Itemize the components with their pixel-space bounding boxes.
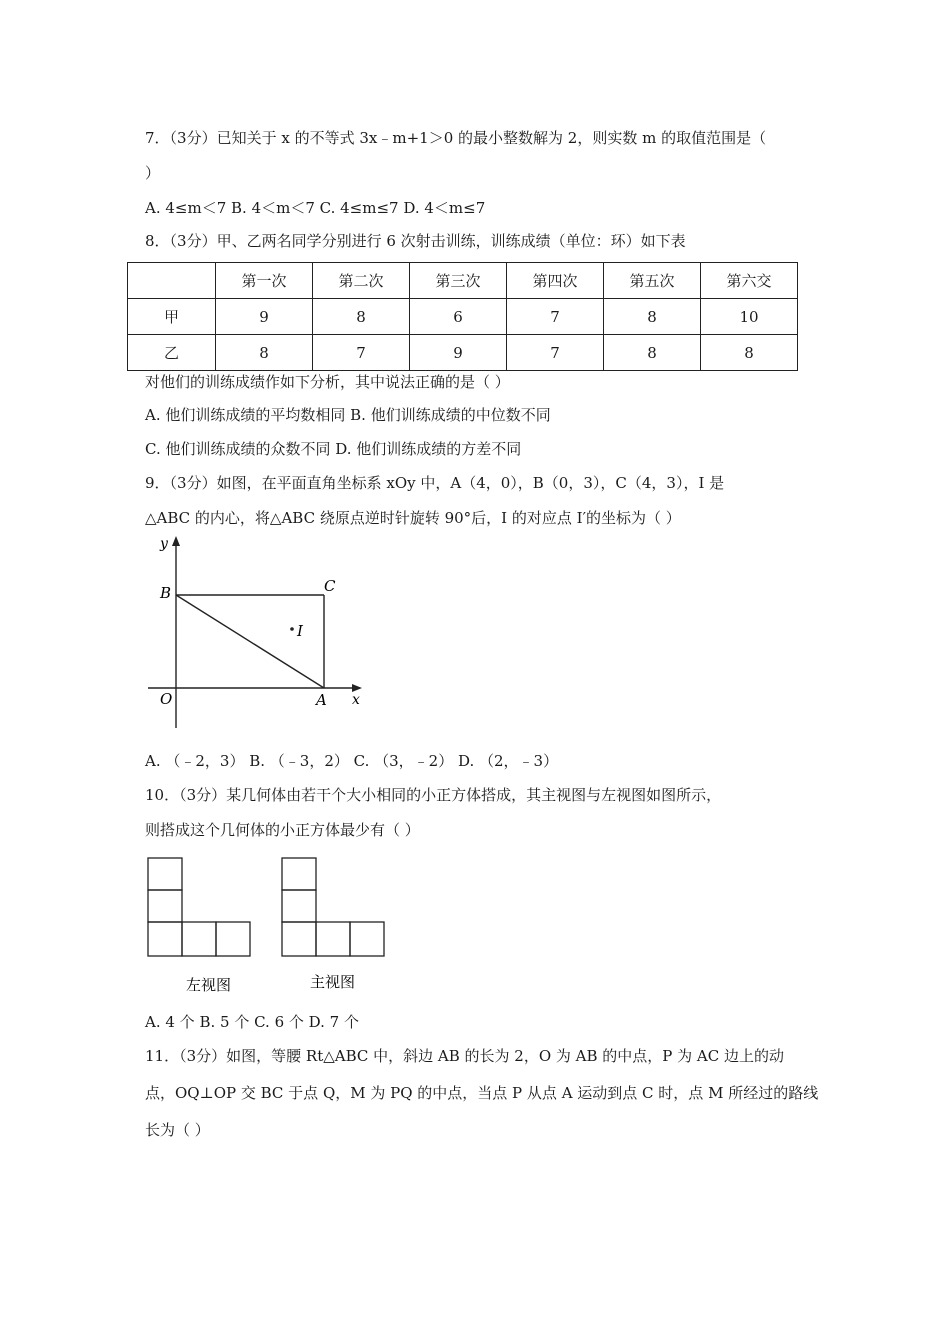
table-cell: 6 xyxy=(410,299,507,335)
score-table xyxy=(127,262,798,371)
table-header-row xyxy=(128,263,798,299)
table-cell: 8 xyxy=(604,299,701,335)
front-view-grid xyxy=(282,858,384,956)
table-header-cell: 第四次 xyxy=(507,263,604,299)
table-cell: 7 xyxy=(507,299,604,335)
coordinate-figure xyxy=(140,532,380,737)
table-cell: 8 xyxy=(313,299,410,335)
q7-options: A. 4≤m＜7 B. 4＜m＜7 C. 4≤m≤7 D. 4＜m≤7 xyxy=(145,199,486,217)
table-row xyxy=(128,335,798,371)
left-view-grid xyxy=(148,858,250,956)
q11-stem-line1: 11．（3分）如图，等腰 Rt△ABC 中，斜边 AB 的长为 2，O 为 AB 的中点，P 为 AC 边上的动 xyxy=(145,1047,785,1065)
table-header-cell: 第一次 xyxy=(216,263,313,299)
row-name-cell: 甲 xyxy=(128,299,216,335)
q10-options: A. 4 个 B. 5 个 C. 6 个 D. 7 个 xyxy=(145,1013,359,1031)
point-c-label: C xyxy=(324,577,336,595)
table-cell: 9 xyxy=(410,335,507,371)
table-cell: 8 xyxy=(701,335,798,371)
table-header-cell xyxy=(128,263,216,299)
origin-label: O xyxy=(160,690,173,708)
q9-options: A. （﹣2，3） B. （﹣3，2） C. （3，﹣2） D. （2，﹣3） xyxy=(145,752,559,770)
y-axis-label: y xyxy=(160,536,168,552)
table-cell: 7 xyxy=(313,335,410,371)
table-cell: 8 xyxy=(216,335,313,371)
incenter-point xyxy=(290,627,294,631)
front-view-caption: 主视图 xyxy=(310,973,356,991)
q8-options-ab: A. 他们训练成绩的平均数相同 B. 他们训练成绩的中位数不同 xyxy=(145,406,551,424)
table-header-cell: 第五次 xyxy=(604,263,701,299)
q9-stem-line1: 9．（3分）如图，在平面直角坐标系 xOy 中，A（4，0），B（0，3），C（4，3），I 是 xyxy=(145,474,725,492)
table-cell: 8 xyxy=(604,335,701,371)
table-cell: 7 xyxy=(507,335,604,371)
table-header-cell: 第六交 xyxy=(701,263,798,299)
table-header-cell: 第三次 xyxy=(410,263,507,299)
point-b-label: B xyxy=(160,584,172,602)
q8-options-cd: C. 他们训练成绩的众数不同 D. 他们训练成绩的方差不同 xyxy=(145,440,522,458)
views-figure xyxy=(140,850,400,1000)
table-cell: 10 xyxy=(701,299,798,335)
table-row xyxy=(128,299,798,335)
q10-stem-line1: 10．（3分）某几何体由若干个大小相同的小正方体搭成，其主视图与左视图如图所示， xyxy=(145,786,722,804)
table-header-cell: 第二次 xyxy=(313,263,410,299)
q11-stem-line2: 点，OQ⊥OP 交 BC 于点 Q，M 为 PQ 的中点，当点 P 从点 A 运动到点 C 时，点 M 所经过的路线 xyxy=(145,1084,819,1102)
q10-stem-line2: 则搭成这个几何体的小正方体最少有（ ） xyxy=(145,821,420,839)
q11-stem-line3: 长为（ ） xyxy=(145,1121,210,1139)
x-axis-arrow xyxy=(352,684,362,692)
point-i-label: I xyxy=(297,622,303,640)
q7-stem-line2: ） xyxy=(145,164,161,182)
point-a-label: A xyxy=(316,691,327,709)
q8-follow-text: 对他们的训练成绩作如下分析，其中说法正确的是（ ） xyxy=(145,373,510,391)
q9-stem-line2: △ABC 的内心，将△ABC 绕原点逆时针旋转 90°后，I 的对应点 I′的坐标为（ ） xyxy=(145,509,681,527)
left-view-caption: 左视图 xyxy=(186,976,232,994)
segment-ba xyxy=(176,595,324,688)
y-axis-arrow xyxy=(172,536,180,546)
q8-stem: 8．（3分）甲、乙两名同学分别进行 6 次射击训练，训练成绩（单位：环）如下表 xyxy=(145,232,686,250)
row-name-cell: 乙 xyxy=(128,335,216,371)
table-cell: 9 xyxy=(216,299,313,335)
x-axis-label: x xyxy=(352,692,360,708)
q7-stem-line1: 7．（3分）已知关于 x 的不等式 3x﹣m+1＞0 的最小整数解为 2，则实数 m 的取值范围是（ xyxy=(145,129,767,147)
